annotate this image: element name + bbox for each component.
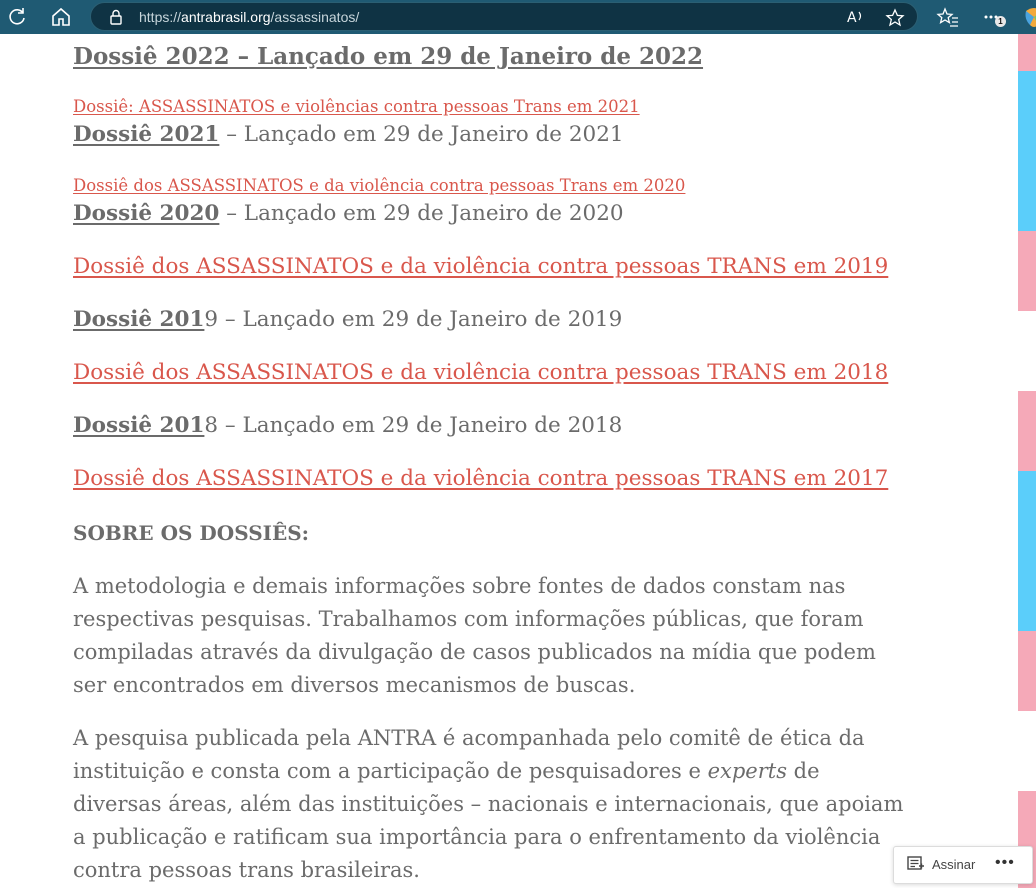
paragraph-ethics	[73, 722, 913, 887]
favorites-icon[interactable]	[936, 5, 960, 29]
dossie-2018-link[interactable]: Dossiê 201	[73, 413, 205, 438]
dossie-2021-text: – Lançado em 29 de Janeiro de 2021	[219, 122, 624, 147]
paragraph-ethics-part1: A pesquisa publicada pela ANTRA é acompanhada pelo comitê de ética da instituição e consta com a participação de pesquisadores e	[73, 726, 865, 783]
subscribe-button[interactable]: Assinar	[932, 857, 976, 872]
refresh-icon[interactable]	[5, 5, 29, 29]
notification-badge: 1	[995, 16, 1006, 27]
dossie-2019-line	[73, 307, 622, 332]
paragraph-ethics-part2: de diversas áreas, além das instituições – nacionais e internacionais, que apoiam a publicação e ratificam sua importância para o enfrentamento da violência contra pessoas trans brasileiras.	[73, 759, 904, 882]
section-title: SOBRE OS DOSSIÊS:	[73, 521, 310, 545]
url-text[interactable]	[139, 9, 359, 25]
address-bar[interactable]	[90, 2, 918, 31]
stripe-blue	[1018, 471, 1036, 631]
dossie-2020-text: – Lançado em 29 de Janeiro de 2020	[219, 201, 624, 226]
copilot-icon[interactable]	[1022, 5, 1036, 29]
browser-toolbar	[0, 0, 1036, 34]
stripe-white	[1018, 311, 1036, 391]
dossie-2018-text: 8 – Lançado em 29 de Janeiro de 2018	[204, 413, 623, 438]
dossie-2020-line	[73, 201, 624, 226]
lock-icon[interactable]	[109, 9, 123, 30]
stripe-white	[1018, 711, 1036, 791]
subscribe-icon[interactable]	[907, 856, 925, 875]
favorite-star-icon[interactable]	[885, 8, 905, 33]
stripe-pink	[1018, 34, 1036, 71]
stripe-pink	[1018, 631, 1036, 711]
subscribe-widget	[893, 846, 1033, 884]
stripe-blue	[1018, 71, 1036, 231]
url-path: /assassinatos/	[270, 9, 360, 25]
stripe-pink	[1018, 231, 1036, 311]
home-icon[interactable]	[49, 5, 73, 29]
dossie-2021-line	[73, 122, 624, 147]
dossie-2019-text: 9 – Lançado em 29 de Janeiro de 2019	[204, 307, 623, 332]
link-2019[interactable]: Dossiê dos ASSASSINATOS e da violência contra pessoas TRANS em 2019	[73, 254, 889, 279]
read-aloud-icon[interactable]	[846, 8, 866, 31]
link-2017[interactable]: Dossiê dos ASSASSINATOS e da violência contra pessoas TRANS em 2017	[73, 466, 889, 491]
stripe-pink	[1018, 391, 1036, 471]
dossie-2022-link[interactable]: Dossiê 2022 – Lançado em 29 de Janeiro de 2022	[73, 43, 704, 70]
dossie-2021-link[interactable]: Dossiê 2021	[73, 122, 220, 147]
decorative-stripes	[1018, 34, 1036, 888]
link-2021[interactable]: Dossiê: ASSASSINATOS e violências contra pessoas Trans em 2021	[73, 97, 640, 116]
paragraph-ethics-emphasis: experts	[707, 759, 787, 783]
subscribe-more-button[interactable]: •••	[995, 854, 1015, 871]
dossie-2018-line	[73, 413, 622, 438]
link-2020[interactable]: Dossiê dos ASSASSINATOS e da violência contra pessoas Trans em 2020	[73, 176, 686, 195]
dossie-2019-link[interactable]: Dossiê 201	[73, 307, 205, 332]
link-2018[interactable]: Dossiê dos ASSASSINATOS e da violência contra pessoas TRANS em 2018	[73, 360, 889, 385]
paragraph-methodology: A metodologia e demais informações sobre fontes de dados constam nas respectivas pesquisas. Trabalhamos com informações públicas, que foram compiladas através da divulgação de casos publicados na mídia que podem ser encontrados em diversos mecanismos de buscas.	[73, 574, 876, 697]
dossie-2020-link[interactable]: Dossiê 2020	[73, 201, 220, 226]
svg-text:A: A	[847, 10, 857, 26]
url-scheme: https://	[139, 9, 182, 25]
url-host: antrabrasil.org	[181, 9, 271, 25]
